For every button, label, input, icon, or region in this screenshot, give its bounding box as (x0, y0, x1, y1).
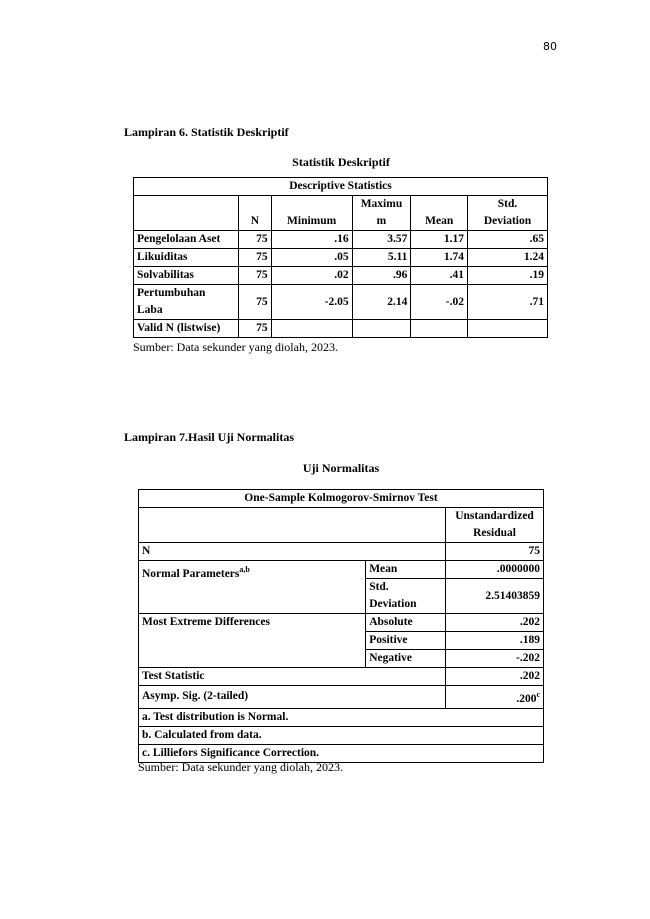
header-std-part2: Deviation (468, 213, 548, 231)
header-part2: Residual (473, 527, 516, 539)
table-row (134, 231, 548, 249)
sub-label-mean: Mean (366, 561, 446, 579)
cell-n: 75 (239, 320, 271, 338)
footnote-a: a. Test distribution is Normal. (139, 708, 544, 726)
header-n: N (239, 213, 271, 231)
cell-max: 3.57 (352, 231, 411, 249)
table-row (139, 614, 544, 632)
cell-empty (468, 320, 548, 338)
header-empty (134, 196, 239, 214)
cell-min: .02 (271, 267, 352, 285)
section-heading-descriptive: Lampiran 6. Statistik Deskriptif (124, 125, 289, 139)
caption-descriptive: Statistik Deskriptif (292, 155, 390, 169)
header-mean: Mean (411, 213, 468, 231)
header-maximum-part1: Maximu (352, 196, 411, 214)
table-title: One-Sample Kolmogorov-Smirnov Test (139, 490, 544, 508)
normal-params-sup: a,b (239, 565, 250, 574)
cell-n: 75 (239, 231, 271, 249)
row-label-part1: Pertumbuhan (137, 287, 206, 299)
row-label-extreme: Most Extreme Differences (139, 614, 366, 668)
row-label-part2: Laba (137, 304, 163, 316)
asymp-sup: c (536, 690, 540, 699)
row-label: Likuiditas (134, 249, 239, 267)
cell-positive: .189 (446, 632, 544, 650)
sub-label-std (366, 579, 446, 614)
cell-mean: .0000000 (446, 561, 544, 579)
footnote-c: c. Lilliefors Significance Correction. (139, 744, 544, 762)
header-empty (239, 196, 271, 214)
cell-mean: 1.17 (411, 231, 468, 249)
table-row (139, 668, 544, 686)
row-label: Valid N (listwise) (134, 320, 239, 338)
cell-std: .19 (468, 267, 548, 285)
cell-min: .16 (271, 231, 352, 249)
cell-absolute: .202 (446, 614, 544, 632)
cell-n: 75 (239, 285, 271, 320)
row-label-test-statistic: Test Statistic (139, 668, 446, 686)
std-part1: Std. (369, 581, 389, 593)
footnote-b: b. Calculated from data. (139, 726, 544, 744)
caption-normality: Uji Normalitas (302, 461, 380, 475)
row-label-asymp-sig: Asymp. Sig. (2-tailed) (139, 686, 446, 709)
row-label-n: N (139, 543, 446, 561)
header-std-part1: Std. (468, 196, 548, 214)
sub-label-absolute: Absolute (366, 614, 446, 632)
cell-empty (271, 320, 352, 338)
cell-mean: -.02 (411, 285, 468, 320)
table-row (134, 249, 548, 267)
cell-std: .65 (468, 231, 548, 249)
table-row (139, 726, 544, 744)
cell-std: 2.51403859 (446, 579, 544, 614)
table-title: Descriptive Statistics (134, 178, 548, 196)
header-minimum: Minimum (271, 213, 352, 231)
header-unstandardized-residual (446, 508, 544, 543)
cell-std: 1.24 (468, 249, 548, 267)
header-empty (411, 196, 468, 214)
cell-empty (352, 320, 411, 338)
section-heading-normality: Lampiran 7.Hasil Uji Normalitas (124, 430, 294, 444)
source-note-normality: Sumber: Data sekunder yang diolah, 2023. (138, 760, 343, 774)
std-part2: Deviation (369, 598, 417, 610)
normal-params-text: Normal Parameters (142, 567, 240, 580)
row-label: Pengelolaan Aset (134, 231, 239, 249)
asymp-value: .200 (516, 692, 537, 705)
ks-test-table (138, 489, 544, 763)
header-empty (271, 196, 352, 214)
table-row (134, 267, 548, 285)
header-empty (139, 508, 446, 543)
header-empty (134, 213, 239, 231)
cell-negative: -.202 (446, 650, 544, 668)
row-label: Solvabilitas (134, 267, 239, 285)
table-row (134, 320, 548, 338)
cell-min: .05 (271, 249, 352, 267)
table-row (139, 561, 544, 579)
cell-min: -2.05 (271, 285, 352, 320)
cell-n: 75 (239, 249, 271, 267)
cell-asymp-sig (446, 686, 544, 709)
cell-n: 75 (446, 543, 544, 561)
source-note-descriptive: Sumber: Data sekunder yang diolah, 2023. (133, 340, 338, 354)
table-row (139, 543, 544, 561)
page-number: 80 (543, 40, 557, 53)
cell-mean: 1.74 (411, 249, 468, 267)
cell-mean: .41 (411, 267, 468, 285)
table-row (139, 708, 544, 726)
row-label-normal-params (139, 561, 366, 614)
cell-test-statistic: .202 (446, 668, 544, 686)
header-maximum-part2: m (352, 213, 411, 231)
descriptive-statistics-table (133, 177, 548, 338)
cell-std: .71 (468, 285, 548, 320)
cell-max: 2.14 (352, 285, 411, 320)
table-row (139, 686, 544, 709)
cell-max: .96 (352, 267, 411, 285)
sub-label-negative: Negative (366, 650, 446, 668)
header-part1: Unstandardized (455, 510, 534, 522)
row-label (134, 285, 239, 320)
sub-label-positive: Positive (366, 632, 446, 650)
cell-empty (411, 320, 468, 338)
cell-n: 75 (239, 267, 271, 285)
table-row (134, 285, 548, 320)
cell-max: 5.11 (352, 249, 411, 267)
